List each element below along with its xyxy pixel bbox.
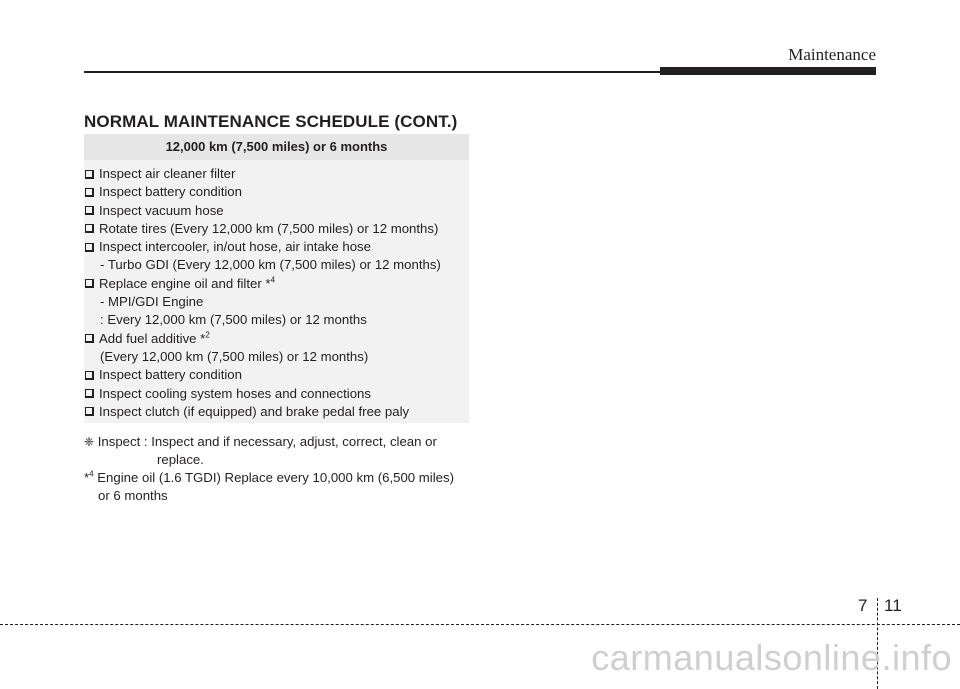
page-number: 11 xyxy=(884,596,902,615)
watermark: carmanualsonline.info xyxy=(591,637,952,678)
schedule-item xyxy=(84,238,469,275)
schedule-item-text: Inspect battery condition xyxy=(99,367,242,383)
footnote-marker: 2 xyxy=(205,330,210,340)
schedule-item xyxy=(84,202,469,220)
schedule-item xyxy=(84,165,469,183)
schedule-list xyxy=(84,160,469,421)
notes xyxy=(84,433,469,505)
page-chapter: 7 xyxy=(858,596,868,615)
header-rule xyxy=(84,71,660,73)
schedule-item xyxy=(84,385,469,403)
checkbox-icon xyxy=(85,389,94,398)
asterism-icon: ❈ xyxy=(84,435,95,449)
schedule-item-text: Inspect clutch (if equipped) and brake pedal free paly xyxy=(99,403,410,419)
schedule-item xyxy=(84,403,469,421)
checkbox-icon xyxy=(85,206,94,215)
note-engine-oil xyxy=(84,469,469,505)
schedule-item-text: Rotate tires (Every 12,000 km (7,500 miles) or 12 months) xyxy=(99,220,439,236)
schedule-item-text: Replace engine oil and filter * xyxy=(99,275,271,291)
schedule-item-text: Inspect air cleaner filter xyxy=(99,166,236,181)
schedule-item-text: Inspect cooling system hoses and connections xyxy=(99,385,371,401)
note-oil-line2: or 6 months xyxy=(98,488,168,503)
schedule-item-text: Inspect intercooler, in/out hose, air intake hose xyxy=(99,239,371,255)
schedule-item-text: Inspect vacuum hose xyxy=(99,202,224,218)
schedule-item-detail: : Every 12,000 km (7,500 miles) or 12 months xyxy=(100,312,367,328)
checkbox-icon xyxy=(85,407,94,416)
checkbox-icon xyxy=(85,188,94,197)
note-oil-mark: * xyxy=(84,470,90,485)
schedule-item-detail: (Every 12,000 km (7,500 miles) or 12 months) xyxy=(100,348,369,364)
schedule-item xyxy=(84,330,469,367)
note-oil-sup: 4 xyxy=(89,469,94,479)
checkbox-icon xyxy=(85,224,94,233)
checkbox-icon xyxy=(85,279,94,288)
schedule-item xyxy=(84,220,469,238)
schedule-item-text: Inspect battery condition xyxy=(99,184,242,200)
note-oil-line1: Engine oil (1.6 TGDI) Replace every 10,000 km (6,500 miles) xyxy=(93,470,454,485)
schedule-interval-header: 12,000 km (7,500 miles) or 6 months xyxy=(84,134,469,160)
schedule-item xyxy=(84,183,469,201)
schedule-item-detail: - MPI/GDI Engine xyxy=(100,294,204,310)
checkbox-icon xyxy=(85,243,94,252)
footnote-marker: 4 xyxy=(270,275,276,285)
header-title: Maintenance xyxy=(788,45,876,64)
footer-rule xyxy=(0,624,960,625)
note-inspect-line1: Inspect : Inspect and if necessary, adjust, correct, clean or xyxy=(94,434,437,449)
header-bar xyxy=(660,67,876,75)
checkbox-icon xyxy=(85,334,94,343)
schedule-item xyxy=(84,275,469,330)
checkbox-icon xyxy=(85,371,94,380)
schedule-item-detail: - Turbo GDI (Every 12,000 km (7,500 miles) or 12 months) xyxy=(100,257,441,273)
section-title: NORMAL MAINTENANCE SCHEDULE (CONT.) xyxy=(84,112,458,131)
note-inspect-line2: replace. xyxy=(157,452,204,467)
checkbox-icon xyxy=(85,170,94,179)
schedule-item xyxy=(84,366,469,384)
schedule-item-text: Add fuel additive * xyxy=(99,330,206,346)
note-inspect xyxy=(84,433,469,469)
schedule-box xyxy=(84,134,469,423)
